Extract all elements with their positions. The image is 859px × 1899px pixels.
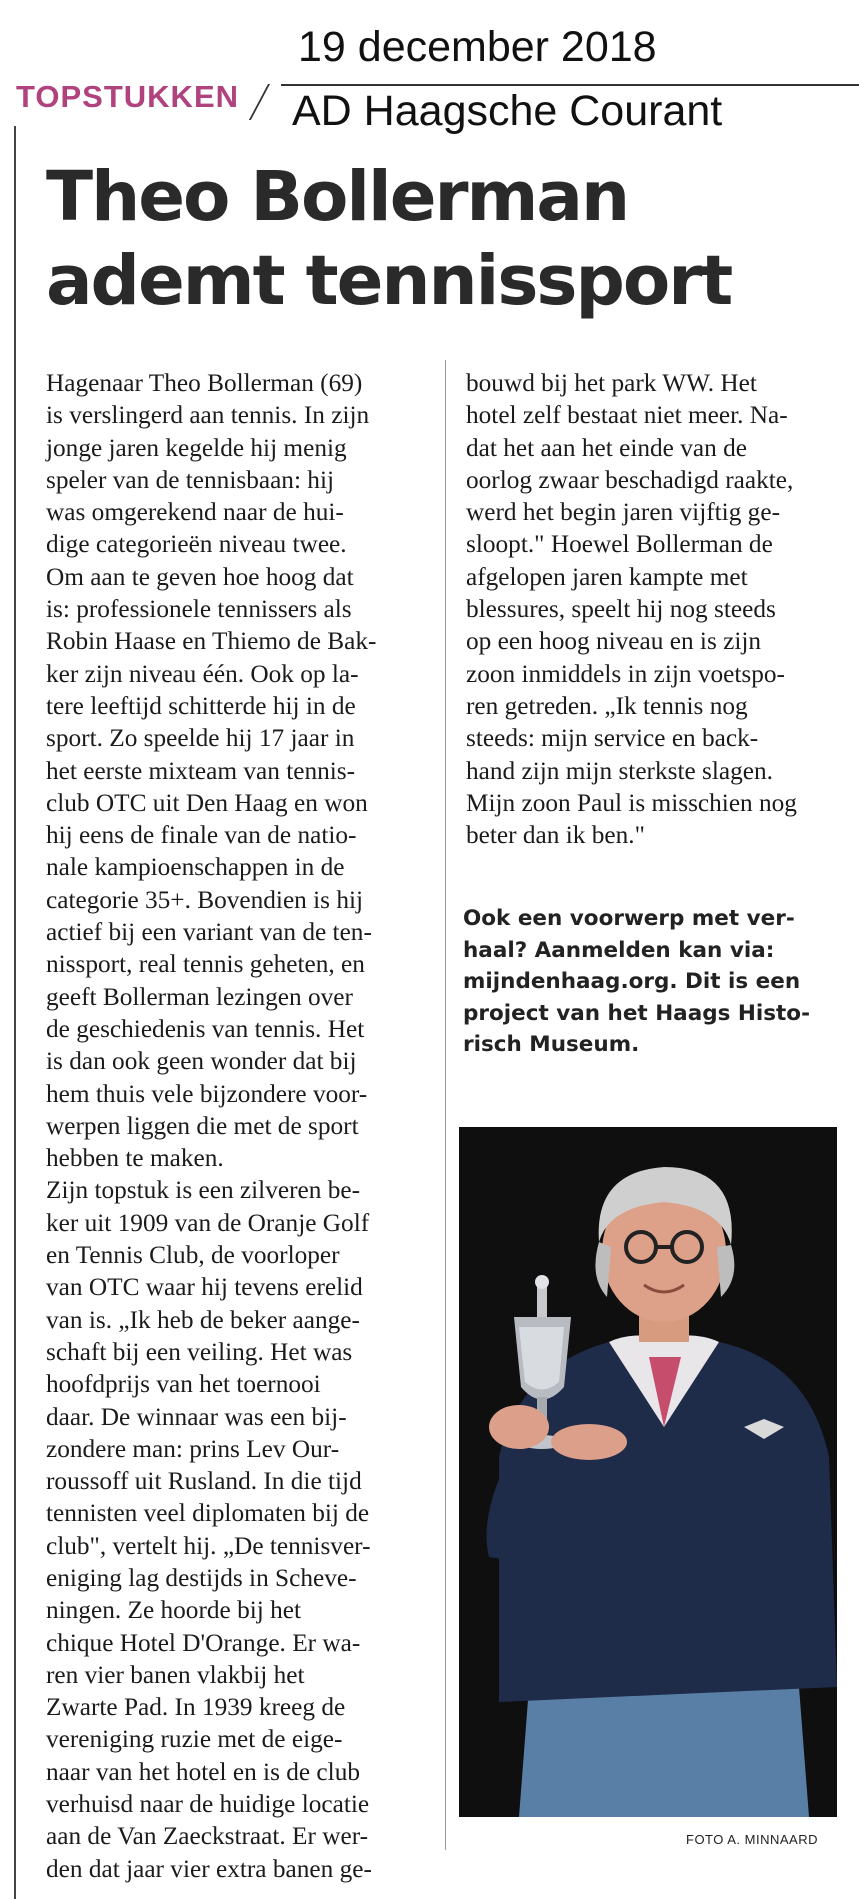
article-text-line: nale kampioenschappen in de bbox=[46, 853, 345, 882]
article-text-line: ningen. Ze hoorde bij het bbox=[46, 1596, 302, 1625]
article-text-line: werd het begin jaren vijftig ge- bbox=[466, 498, 780, 527]
callout-line: haal? Aanmelden kan via: bbox=[463, 937, 775, 963]
article-text-line: hebben te maken. bbox=[46, 1144, 224, 1173]
article-text-line: op een hoog niveau en is zijn bbox=[466, 627, 762, 656]
article-headline bbox=[46, 155, 826, 323]
article-text-line: steeds: mijn service en back- bbox=[466, 724, 759, 753]
article-text-line: is dan ook geen wonder dat bij bbox=[46, 1047, 357, 1076]
article-column-right bbox=[466, 367, 846, 851]
article-text-line: daar. De winnaar was een bij- bbox=[46, 1402, 347, 1431]
publication-date: 19 december 2018 bbox=[298, 23, 657, 71]
article-text-line: hoofdprijs van het toernooi bbox=[46, 1370, 321, 1399]
article-text-line: zoon inmiddels in zijn voetspo- bbox=[466, 659, 785, 688]
article-text-line: actief bij een variant van de ten- bbox=[46, 918, 372, 947]
article-text-line: is verslingerd aan tennis. In zijn bbox=[46, 401, 370, 430]
article-text-line: Zijn topstuk is een zilveren be- bbox=[46, 1176, 361, 1205]
article-text-line: schaft bij een veiling. Het was bbox=[46, 1337, 353, 1366]
article-text-line: dige categorieën niveau twee. bbox=[46, 530, 347, 559]
callout-line: risch Museum. bbox=[463, 1032, 640, 1057]
article-text-line: van OTC waar hij tevens erelid bbox=[46, 1273, 363, 1302]
article-text-line: chique Hotel D'Orange. Er wa- bbox=[46, 1628, 361, 1657]
article-text-line: van is. „Ik heb de beker aange- bbox=[46, 1305, 360, 1334]
article-frame-left bbox=[14, 126, 16, 1899]
article-text-line: tere leeftijd schitterde hij in de bbox=[46, 691, 356, 720]
article-text-line: roussoff uit Rusland. In die tijd bbox=[46, 1467, 362, 1496]
article-text-line: was omgerekend naar de hui- bbox=[46, 498, 344, 527]
header-rule bbox=[281, 84, 859, 86]
callout-line: mijndenhaag.org. Dit is een bbox=[463, 969, 801, 994]
article-text-line: tennisten veel diplomaten bij de bbox=[46, 1499, 370, 1528]
photo-illustration bbox=[459, 1127, 837, 1817]
article-text-line: is: professionele tennissers als bbox=[46, 595, 352, 624]
article-text-line: Hagenaar Theo Bollerman (69) bbox=[46, 369, 363, 397]
article-text-line: dat het aan het einde van de bbox=[466, 433, 747, 462]
headline-line-1: Theo Bollerman bbox=[46, 157, 629, 237]
article-text-line: aan de Van Zaeckstraat. Er wer- bbox=[46, 1822, 369, 1851]
article-text-line: het eerste mixteam van tennis- bbox=[46, 756, 356, 785]
article-column-left bbox=[46, 367, 446, 1885]
article-text-line: verhuisd naar de huidige locatie bbox=[46, 1790, 370, 1819]
header-divider-slash bbox=[249, 84, 270, 120]
photo-credit: FOTO A. MINNAARD bbox=[686, 1832, 818, 1847]
column-divider bbox=[445, 360, 446, 1850]
article-text-line: zondere man: prins Lev Our- bbox=[46, 1434, 340, 1463]
article-text-line: de geschiedenis van tennis. Het bbox=[46, 1014, 365, 1043]
article-text-line: eniging lag destijds in Scheve- bbox=[46, 1563, 357, 1592]
headline-line-2: ademt tennissport bbox=[46, 241, 732, 321]
article-text-line: hij eens de finale van de natio- bbox=[46, 821, 357, 850]
article-text-line: ren getreden. „Ik tennis nog bbox=[466, 691, 748, 720]
article-text-line: Om aan te geven hoe hoog dat bbox=[46, 562, 354, 591]
article-text-line: hem thuis vele bijzondere voor- bbox=[46, 1079, 368, 1108]
article-text-line: ker uit 1909 van de Oranje Golf bbox=[46, 1208, 370, 1237]
article-text-line: en Tennis Club, de voorloper bbox=[46, 1241, 340, 1270]
article-text-line: oorlog zwaar beschadigd raakte, bbox=[466, 465, 794, 494]
callout-line: project van het Haags Histo- bbox=[463, 1000, 811, 1026]
article-text-line: blessures, speelt hij nog steeds bbox=[466, 595, 776, 624]
article-text-line: den dat jaar vier extra banen ge- bbox=[46, 1854, 372, 1883]
section-label: TOPSTUKKEN bbox=[16, 79, 240, 114]
article-text-line: Zwarte Pad. In 1939 kreeg de bbox=[46, 1693, 346, 1722]
newspaper-name: AD Haagsche Courant bbox=[292, 87, 723, 135]
article-text-line: afgelopen jaren kampte met bbox=[466, 562, 748, 591]
article-text-line: Robin Haase en Thiemo de Bak- bbox=[46, 627, 377, 656]
reader-callout bbox=[463, 903, 823, 1061]
article-text-line: sport. Zo speelde hij 17 jaar in bbox=[46, 724, 355, 753]
article-text-line: hotel zelf bestaat niet meer. Na- bbox=[466, 401, 788, 430]
article-photo bbox=[459, 1127, 837, 1817]
article-text-line: categorie 35+. Bovendien is hij bbox=[46, 885, 364, 914]
article-text-line: Mijn zoon Paul is misschien nog bbox=[466, 788, 797, 817]
article-text-line: geeft Bollerman lezingen over bbox=[46, 982, 353, 1011]
article-text-line: club", vertelt hij. „De tennisver- bbox=[46, 1531, 371, 1560]
article-text-line: jonge jaren kegelde hij menig bbox=[46, 433, 347, 462]
article-text-line: speler van de tennisbaan: hij bbox=[46, 465, 335, 494]
article-text-line: vereniging ruzie met de eige- bbox=[46, 1725, 343, 1754]
article-text-line: beter dan ik ben." bbox=[466, 821, 645, 850]
article-text-line: ker zijn niveau één. Ook op la- bbox=[46, 659, 359, 688]
article-text-line: werpen liggen die met de sport bbox=[46, 1111, 359, 1140]
article-text-line: naar van het hotel en is de club bbox=[46, 1757, 360, 1786]
article-text-line: nissport, real tennis geheten, en bbox=[46, 950, 365, 979]
callout-line: Ook een voorwerp met ver- bbox=[463, 906, 795, 931]
article-text-line: bouwd bij het park WW. Het bbox=[466, 369, 757, 397]
article-text-line: hand zijn mijn sterkste slagen. bbox=[466, 756, 774, 785]
article-text-line: club OTC uit Den Haag en won bbox=[46, 788, 368, 817]
article-text-line: ren vier banen vlakbij het bbox=[46, 1660, 305, 1689]
article-text-line: sloopt." Hoewel Bollerman de bbox=[466, 530, 773, 559]
